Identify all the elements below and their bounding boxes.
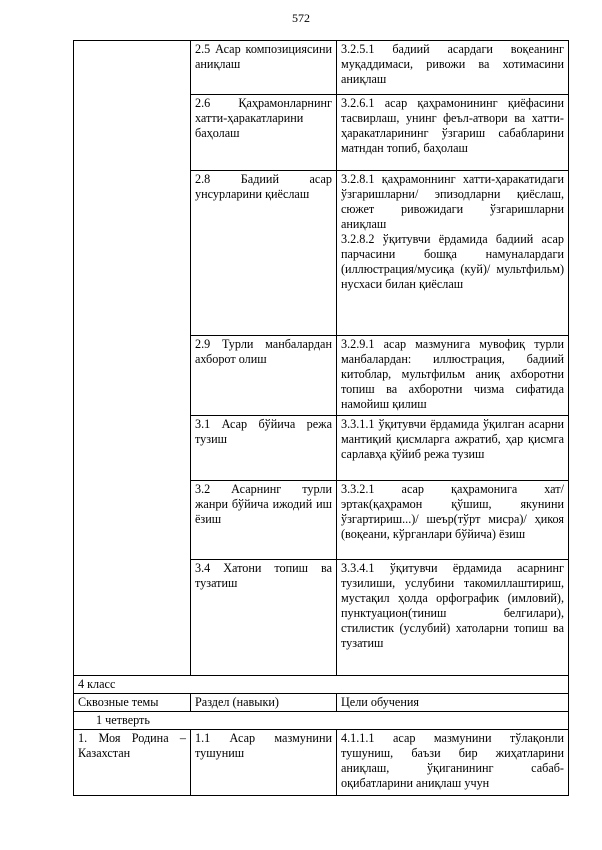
goal-cell [337,171,569,336]
skill-cell: 2.9 Турли манбалардан ахборот олиш [191,336,337,416]
quarter-row [74,712,569,730]
grade-label: 4 класс [74,676,569,694]
goal-item: 3.2.8.1 қаҳрамоннинг хатти-ҳаракатидаги ўзгаришларни/ эпизодларни қиёслаш, сюжет ривожидаги ўзгаришларни аниқлаш [341,172,564,231]
skill-cell: 3.1 Асар бўйича режа тузиш [191,416,337,481]
skill-cell: 2.8 Бадиий асар унсурларини қиёслаш [191,171,337,336]
goal-item: 3.2.8.2 ўқитувчи ёрдамида бадиий асар парчасини бошқа намуналардаги (иллюстрация/мусиқа (куй)/ мультфильм) нусхаси билан қиёслаш [341,232,564,291]
skill-cell: 3.2 Асарнинг турли жанри бўйича ижодий иш ёзиш [191,481,337,560]
goal-cell: 3.2.5.1 бадиий асардаги воқеанинг муқаддимаси, ривожи ва хотимасини аниқлаш [337,41,569,95]
header-goals: Цели обучения [337,694,569,712]
table-row [74,41,569,95]
theme-cell-empty [74,41,191,676]
header-row [74,694,569,712]
theme-cell: 1. Моя Родина – Казахстан [74,730,191,796]
skill-cell: 3.4 Хатони топиш ва тузатиш [191,560,337,676]
goal-cell: 3.2.9.1 асар мазмунига мувофиқ турли манбалардан: иллюстрация, бадиий китоблар, мультфильм аниқ ахборотни топиш ва ахборотни чизма сифатида намойиш қилиш [337,336,569,416]
goal-cell: 3.2.6.1 асар қаҳрамонининг қиёфасини тасвирлаш, унинг феъл-атвори ва хатти-ҳаракатларининг ўзгариш сабабларини матндан топиб, баҳолаш [337,95,569,171]
goal-cell: 4.1.1.1 асар мазмунини тўлақонли тушуниш, баъзи бир жиҳатларини аниқлаш, ўқиганининг сабаб-оқибатларини аниқлаш учун [337,730,569,796]
table-row [74,730,569,796]
header-themes: Сквозные темы [74,694,191,712]
goal-cell: 3.3.2.1 асар қаҳрамонига хат/ эртак(қаҳрамон қўшиш, якунини ўзгартириш...)/ шеър(тўрт мисра)/ ҳикоя (воқеани, кўрганлари бўйича) ёзиш [337,481,569,560]
goal-cell: 3.3.1.1 ўқитувчи ёрдамида ўқилган асарни мантиқий қисмларга ажратиб, ҳар қисмга сарлавҳа қўйиб режа тузиш [337,416,569,481]
grade-row [74,676,569,694]
header-section: Раздел (навыки) [191,694,337,712]
skill-cell: 2.6 Қаҳрамонларнинг хатти-ҳаракатларини баҳолаш [191,95,337,171]
skill-cell: 2.5 Асар композициясини аниқлаш [191,41,337,95]
quarter-label: 1 четверть [74,712,569,730]
goal-cell: 3.3.4.1 ўқитувчи ёрдамида асарнинг тузилиши, услубини такомиллаштириш, мустақил ҳолда орфографик (имловий), пунктуацион(тиниш белгилари), стилистик (услубий) хатоларни топиш ва тузатиш [337,560,569,676]
skill-cell: 1.1 Асар мазмунини тушуниш [191,730,337,796]
page-number: 572 [292,11,310,25]
curriculum-table [73,40,569,796]
